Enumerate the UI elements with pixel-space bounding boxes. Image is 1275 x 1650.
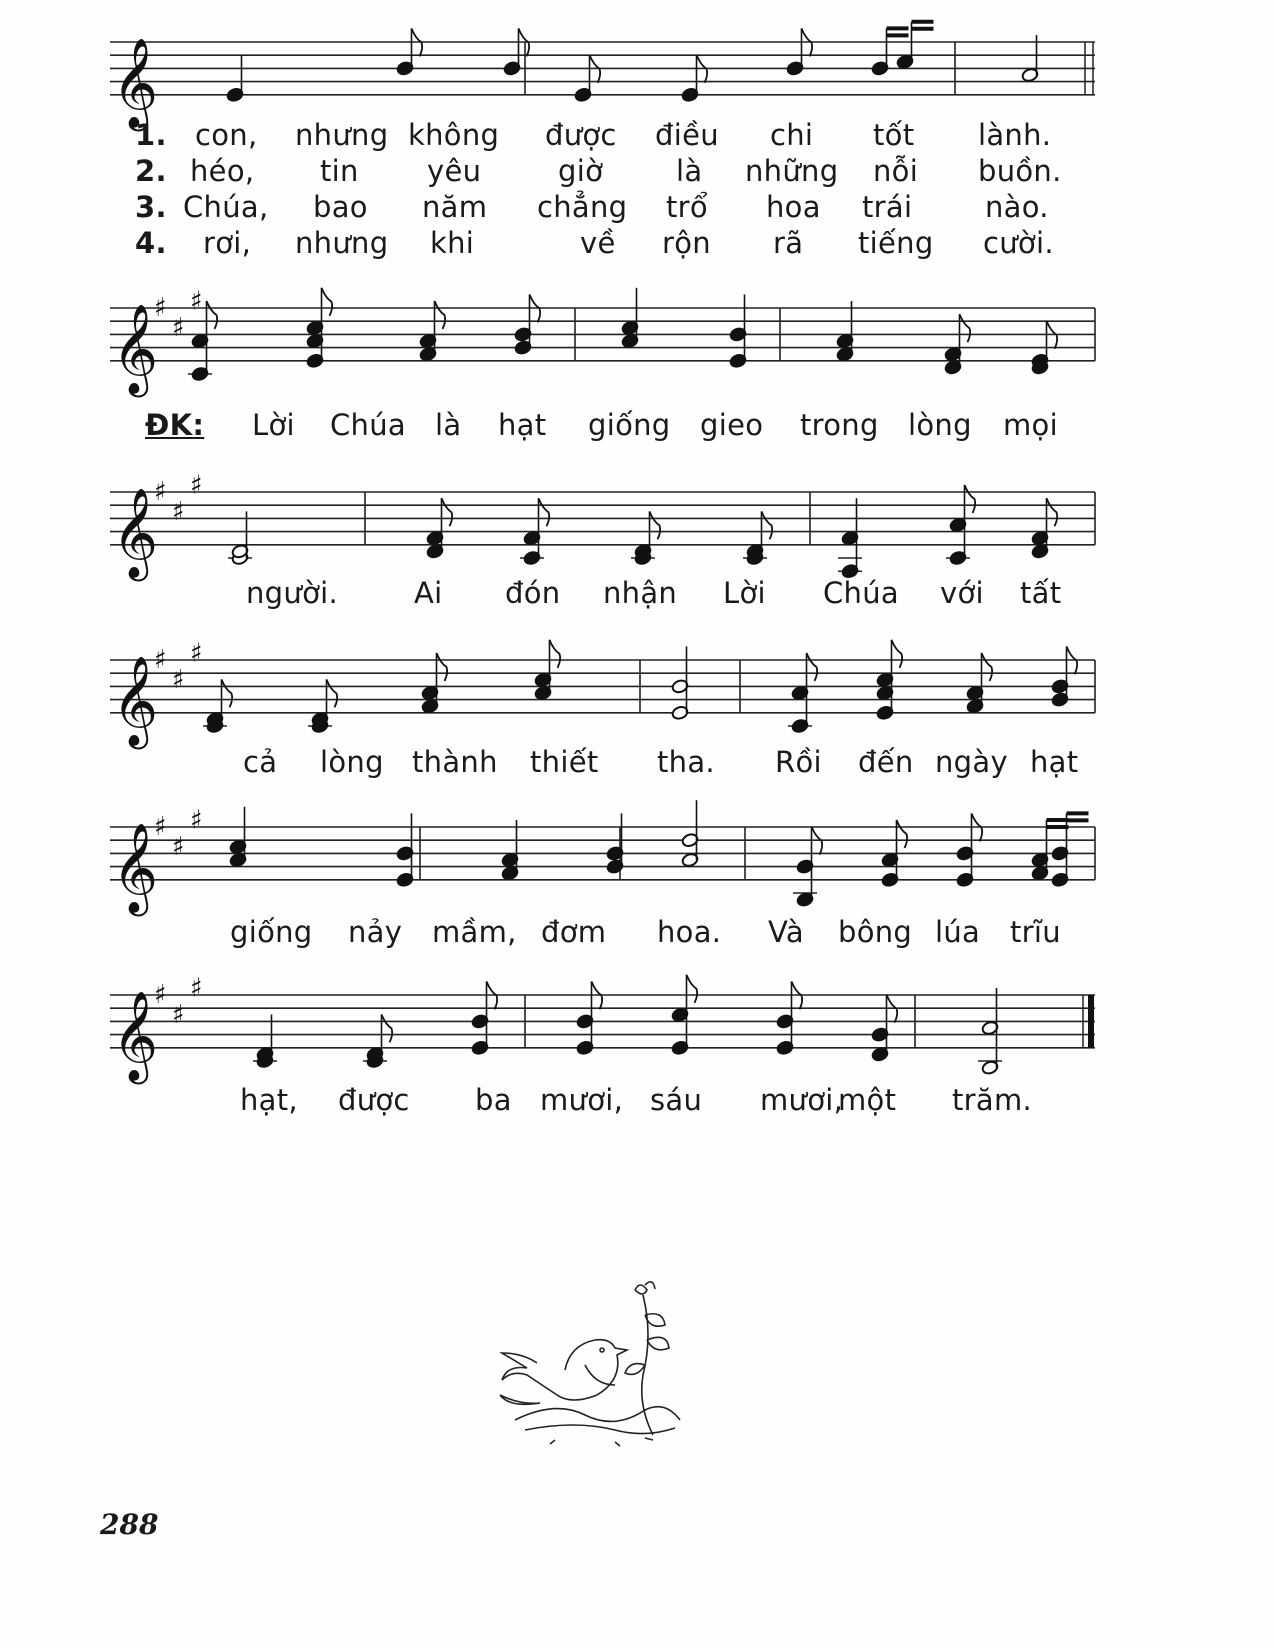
note (838, 498, 862, 579)
lyric-word: đón (505, 576, 561, 610)
lyric-word: giống (588, 408, 671, 442)
note (229, 807, 247, 868)
sharp-icon: ♯ (190, 470, 203, 501)
note (471, 981, 497, 1055)
lyric-word: đến (858, 745, 914, 779)
lyric-word: về (580, 226, 616, 260)
note (944, 314, 970, 375)
lyric-word: Ai (414, 576, 443, 610)
note-flag (897, 820, 908, 848)
note (871, 995, 897, 1063)
note-flag (327, 679, 338, 707)
note (1051, 813, 1088, 887)
note (729, 294, 747, 368)
note-flag (807, 653, 818, 681)
sharp-icon: ♯ (172, 831, 185, 862)
lyric-word: ba (475, 1083, 512, 1117)
note-flag (650, 511, 661, 539)
note (421, 653, 447, 714)
sharp-icon: ♯ (154, 477, 167, 507)
note-flag (435, 301, 446, 329)
note-flag (550, 640, 561, 668)
note (1031, 498, 1057, 559)
sharp-icon: ♯ (154, 812, 167, 842)
lyric-word: mầm, (432, 915, 517, 949)
note-flag (222, 679, 233, 707)
lyric-word: nhận (603, 576, 678, 610)
lyric-word: rộn (662, 226, 711, 260)
lyric-word: thành (412, 745, 498, 779)
lyric-word: tin (320, 154, 359, 188)
lyric-word: điều (655, 118, 719, 152)
note (514, 294, 540, 355)
lyric-word: mọi (1003, 408, 1058, 442)
lyric-word: đơm (541, 915, 607, 949)
note (1051, 646, 1077, 707)
lyric-word: trĩu (1010, 915, 1061, 949)
lyric-word: nảy (348, 915, 403, 949)
lyric-word: sáu (650, 1083, 703, 1117)
note (876, 640, 902, 721)
verse-number: 3. (135, 190, 167, 224)
sharp-icon: ♯ (154, 293, 167, 323)
note-flag (687, 975, 698, 1003)
note-flag (1047, 498, 1058, 526)
note (203, 679, 232, 733)
page-number: 288 (100, 1508, 159, 1541)
treble-clef-icon: 𝄞 (112, 822, 159, 913)
sharp-icon: ♯ (190, 805, 203, 836)
lyric-word: buồn. (978, 154, 1062, 188)
lyric-word: tiếng (858, 226, 934, 260)
lyric-word: với (940, 576, 984, 610)
lyric-word: Chúa, (183, 190, 269, 224)
sharp-icon: ♯ (172, 664, 185, 695)
lyric-word: chẳng (537, 190, 628, 224)
note (396, 813, 414, 887)
lyric-word: những (745, 154, 839, 188)
verse-number: 1. (135, 118, 167, 152)
lyric-word: trăm. (952, 1083, 1033, 1117)
treble-clef-icon: 𝄞 (112, 655, 159, 746)
lyric-word: lành. (978, 118, 1052, 152)
refrain-label: ĐK: (145, 408, 205, 442)
lyric-word: rã (773, 226, 804, 260)
lyric-word: nhưng (295, 118, 389, 152)
treble-clef-icon: 𝄞 (112, 303, 159, 394)
staff-system (0, 955, 1275, 1085)
note (671, 975, 697, 1056)
lyric-word: héo, (190, 154, 255, 188)
note (966, 653, 992, 714)
sharp-icon: ♯ (154, 980, 167, 1010)
lyric-word: khi (430, 226, 475, 260)
sharp-icon: ♯ (172, 999, 185, 1030)
lyric-word: chi (770, 118, 814, 152)
note (743, 511, 772, 565)
lyric-word: tất (1020, 576, 1062, 610)
note (681, 800, 699, 868)
lyric-word: hạt (498, 408, 547, 442)
lyric-word: lúa (935, 915, 981, 949)
lyric-word: Chúa (823, 576, 899, 610)
lyric-word: không (408, 118, 500, 152)
note (363, 1014, 392, 1068)
lyric-word: cả (243, 745, 278, 779)
note-flag (322, 288, 333, 316)
lyric-word: yêu (427, 154, 482, 188)
treble-clef-icon: 𝄞 (112, 990, 159, 1081)
sharp-icon: ♯ (190, 286, 203, 317)
lyric-word: hạt (1030, 745, 1079, 779)
note (788, 653, 817, 734)
lyric-word: là (676, 154, 703, 188)
staff-system (0, 268, 1275, 398)
treble-clef-icon: 𝄞 (112, 487, 159, 578)
note-flag (762, 511, 773, 539)
note-flag (207, 301, 218, 329)
note (836, 301, 854, 362)
note (419, 301, 445, 362)
note (978, 988, 1002, 1075)
lyric-word: nào. (985, 190, 1049, 224)
lyric-word: giống (230, 915, 313, 949)
lyric-word: Rồi (775, 745, 822, 779)
note (946, 485, 975, 566)
note (501, 820, 519, 881)
note (631, 511, 660, 565)
lyric-word: Và (768, 915, 804, 949)
note (253, 1014, 277, 1068)
note-flag (382, 1014, 393, 1042)
verse-number: 2. (135, 154, 167, 188)
lyric-word: trổ (666, 190, 708, 224)
lyric-word: hoa. (657, 915, 722, 949)
sharp-icon: ♯ (154, 645, 167, 675)
lyric-word: tha. (657, 745, 715, 779)
note (534, 640, 560, 701)
lyric-word: cười. (983, 226, 1054, 260)
note (576, 981, 602, 1055)
lyric-word: một (838, 1083, 897, 1117)
sharp-icon: ♯ (172, 312, 185, 343)
note-flag (982, 653, 993, 681)
lyric-word: lòng (908, 408, 972, 442)
sharp-icon: ♯ (190, 973, 203, 1004)
note (956, 813, 982, 887)
lyric-word: Lời (252, 408, 295, 442)
note (671, 646, 689, 720)
lyric-word: người. (246, 576, 338, 610)
treble-clef-icon: 𝄞 (112, 37, 159, 128)
note (308, 679, 337, 733)
lyric-word: nhưng (295, 226, 389, 260)
note-flag (892, 640, 903, 668)
note-flag (965, 485, 976, 513)
final-barline (1088, 995, 1094, 1048)
lyric-word: được (338, 1083, 410, 1117)
bird-illustration (495, 1270, 695, 1450)
note (426, 498, 452, 559)
note-flag (539, 498, 550, 526)
note-flag (437, 653, 448, 681)
note-flag (442, 498, 453, 526)
note (226, 55, 244, 103)
lyric-word: Lời (723, 576, 766, 610)
lyric-word: là (435, 408, 462, 442)
note (228, 511, 252, 565)
lyric-word: con, (195, 118, 258, 152)
lyric-word: mươi, (760, 1083, 844, 1117)
lyric-word: tốt (873, 118, 915, 152)
lyric-word: trái (862, 190, 913, 224)
lyric-word: được (545, 118, 617, 152)
lyric-word: giờ (558, 154, 604, 188)
lyric-word: bao (313, 190, 368, 224)
sharp-icon: ♯ (190, 638, 203, 669)
note (621, 288, 639, 349)
lyric-word: lòng (320, 745, 384, 779)
staff-system (0, 787, 1275, 917)
lyric-word: năm (422, 190, 488, 224)
note (306, 288, 332, 369)
note-flag (960, 314, 971, 342)
lyric-word: hoa (766, 190, 821, 224)
note (776, 981, 802, 1055)
lyric-word: bông (838, 915, 913, 949)
lyric-word: Chúa (330, 408, 406, 442)
lyric-word: hạt, (240, 1083, 298, 1117)
verse-number: 4. (135, 226, 167, 260)
staff-system (0, 2, 1275, 132)
staff-system (0, 620, 1275, 750)
lyric-word: ngày (935, 745, 1008, 779)
lyric-word: mươi, (540, 1083, 624, 1117)
sharp-icon: ♯ (172, 496, 185, 527)
lyric-word: rơi, (203, 226, 252, 260)
lyric-word: trong (800, 408, 879, 442)
note (606, 813, 624, 874)
lyric-word: thiết (530, 745, 599, 779)
staff-system (0, 452, 1275, 582)
lyric-word: gieo (700, 408, 764, 442)
lyric-word: nỗi (873, 154, 919, 188)
